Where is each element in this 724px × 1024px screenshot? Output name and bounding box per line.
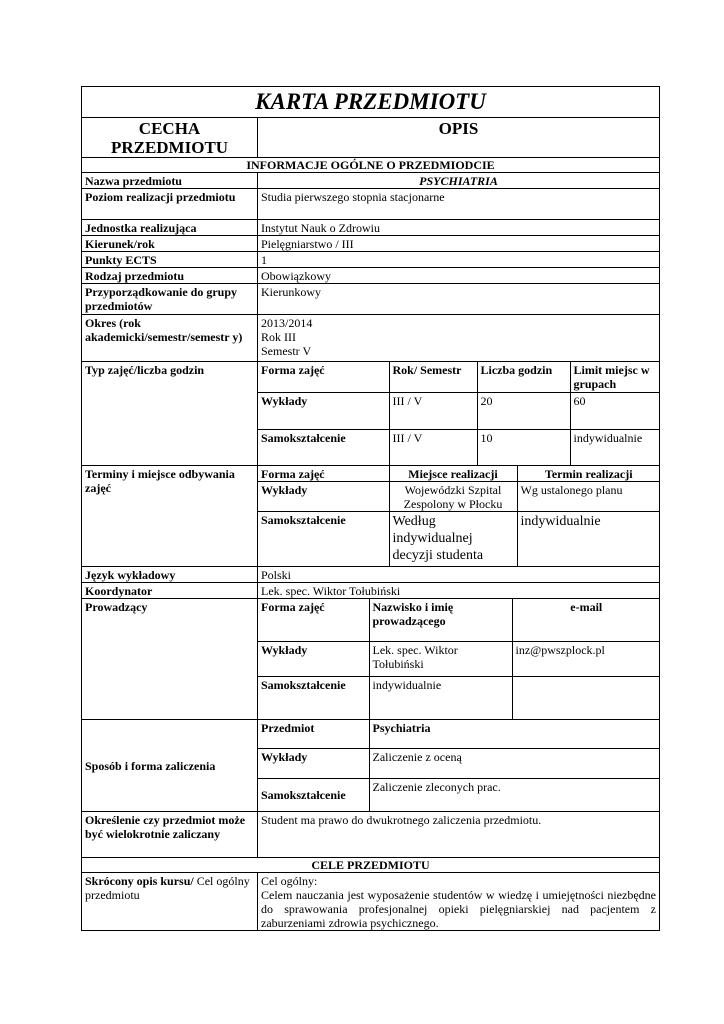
teachers-form: Wykłady <box>258 642 369 677</box>
row-label-group: Przyporządkowanie do grupy przedmiotów <box>82 284 258 315</box>
teachers-header-form: Forma zajęć <box>258 599 369 642</box>
row-label-ects: Punkty ECTS <box>82 252 258 268</box>
section-general-heading: INFORMACJE OGÓLNE O PRZEDMIODCIE <box>82 158 660 173</box>
class-types-header-year: Rok/ Semestr <box>389 362 477 392</box>
row-label-class-types: Typ zajęć/liczba godzin <box>82 362 258 466</box>
schedule-header-form: Forma zajęć <box>258 466 389 482</box>
teachers-header-name: Nazwisko i imię prowadzącego <box>369 599 512 642</box>
row-value-name: PSYCHIATRIA <box>258 173 660 189</box>
period-year: 2013/2014 <box>261 316 313 330</box>
row-label-schedule: Terminy i miejsce odbywania zajęć <box>82 466 258 567</box>
row-value-field: Pielęgniarstwo / III <box>258 236 660 252</box>
schedule-place: Wojewódzki Szpital Zespolony w Płocku <box>389 482 517 512</box>
row-label-unit: Jednostka realizująca <box>82 220 258 236</box>
assessment-form: Samokształcenie <box>258 779 369 811</box>
schedule-header-time: Termin realizacji <box>517 466 660 482</box>
class-types-form: Samokształcenie <box>258 429 389 465</box>
teachers-email: inz@pwszplock.pl <box>512 642 660 677</box>
class-types-year: III / V <box>389 429 477 465</box>
class-types-header-limit: Limit miejsc w grupach <box>570 362 660 392</box>
section-goals-heading: CELE PRZEDMIOTU <box>82 857 660 872</box>
schedule-time: indywidualnie <box>520 514 601 529</box>
row-value-coordinator: Lek. spec. Wiktor Tołubiński <box>258 582 660 598</box>
period-semester: Semestr V <box>261 344 312 358</box>
row-value-retake: Student ma prawo do dwukrotnego zaliczenia przedmiotu. <box>258 811 660 857</box>
teachers-grid <box>258 598 660 719</box>
row-value-summary <box>258 872 660 930</box>
summary-heading: Cel ogólny: <box>261 873 318 888</box>
assessment-form: Wykłady <box>258 749 369 779</box>
schedule-header-place: Miejsce realizacji <box>389 466 517 482</box>
assessment-grid <box>258 719 660 811</box>
schedule-form: Samokształcenie <box>258 512 389 566</box>
header-description: OPIS <box>258 118 660 158</box>
row-label-name: Nazwa przedmiotu <box>82 173 258 189</box>
row-label-summary <box>82 872 258 930</box>
assessment-header-subject: Przedmiot <box>258 720 369 749</box>
schedule-place: Według indywidualnej decyzji studenta <box>389 512 517 566</box>
row-value-language: Polski <box>258 566 660 582</box>
row-value-level: Studia pierwszego stopnia stacjonarne <box>258 189 660 220</box>
row-label-language: Język wykładowy <box>82 566 258 582</box>
page-title: KARTA PRZEDMIOTU <box>82 87 660 118</box>
class-types-limit: indywidualnie <box>573 430 643 445</box>
teachers-name: indywidualnie <box>369 677 512 719</box>
class-types-form: Wykłady <box>258 392 389 429</box>
row-label-period: Okres (rok akademicki/semestr/semestr y) <box>82 315 258 362</box>
assessment-header-name: Psychiatria <box>369 720 660 749</box>
schedule-grid <box>258 466 660 567</box>
row-value-ects: 1 <box>258 252 660 268</box>
class-types-limit: 60 <box>570 392 660 429</box>
class-types-hours: 20 <box>477 392 570 429</box>
row-value-unit: Instytut Nauk o Zdrowiu <box>258 220 660 236</box>
teachers-header-email: e-mail <box>512 599 660 642</box>
class-types-header-hours: Liczba godzin <box>477 362 570 392</box>
class-types-grid <box>258 362 660 466</box>
row-label-level: Poziom realizacji przedmiotu <box>82 189 258 220</box>
row-value-period <box>258 315 660 362</box>
row-label-type: Rodzaj przedmiotu <box>82 268 258 284</box>
row-label-assessment: Sposób i forma zaliczenia <box>82 719 258 811</box>
assessment-method: Zaliczenie z oceną <box>369 749 660 779</box>
assessment-method: Zaliczenie zleconych prac. <box>372 780 501 794</box>
course-card-table <box>81 86 660 931</box>
header-feature: CECHA PRZEDMIOTU <box>82 118 258 158</box>
row-label-field: Kierunek/rok <box>82 236 258 252</box>
row-label-teachers: Prowadzący <box>82 598 258 719</box>
class-types-header-form: Forma zajęć <box>258 362 389 392</box>
teachers-name: Lek. spec. Wiktor Tołubiński <box>369 642 512 677</box>
row-label-retake: Określenie czy przedmiot może być wielokrotnie zaliczany <box>82 811 258 857</box>
row-label-coordinator: Koordynator <box>82 582 258 598</box>
teachers-form: Samokształcenie <box>258 677 369 719</box>
row-value-type: Obowiązkowy <box>258 268 660 284</box>
row-value-group: Kierunkowy <box>258 284 660 315</box>
course-card <box>81 86 659 931</box>
schedule-time: Wg ustalonego planu <box>517 482 660 512</box>
summary-text: Celem nauczania jest wyposażenie studentów w wiedzę i umiejętności niezbędne do sprawowania profesjonalnej opieki pielęgniarskiej nad pacjentem z zaburzeniami zdrowia psychicznego. <box>261 887 656 930</box>
summary-label-bold: Skrócony opis kursu/ <box>85 873 194 888</box>
teachers-email <box>512 677 660 719</box>
class-types-hours: 10 <box>477 429 570 465</box>
period-course-year: Rok III <box>261 330 296 344</box>
class-types-year: III / V <box>389 392 477 429</box>
summary-label-rest: Cel ogólny przedmiotu <box>85 873 250 902</box>
schedule-form: Wykłady <box>258 482 389 512</box>
